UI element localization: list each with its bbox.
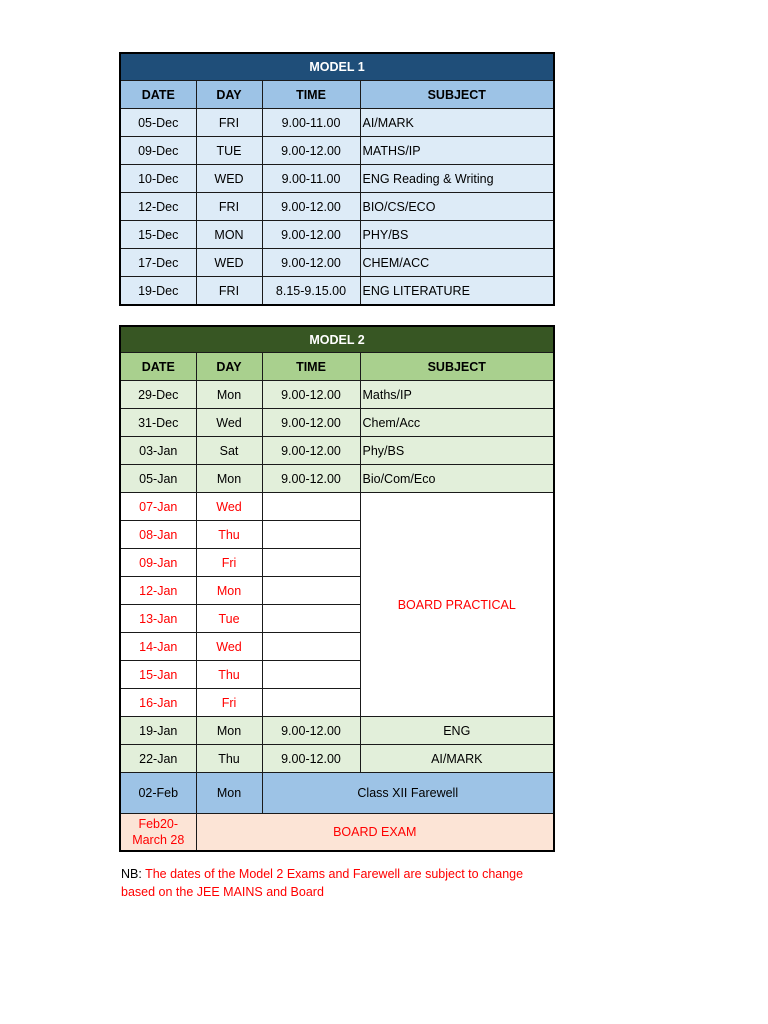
day-cell: Fri: [196, 549, 262, 577]
date-cell: 17-Dec: [120, 249, 196, 277]
board-exam-row: [120, 814, 554, 852]
date-cell: 05-Jan: [120, 465, 196, 493]
day-cell: FRI: [196, 277, 262, 306]
day-cell: TUE: [196, 137, 262, 165]
subject-cell: AI/MARK: [360, 745, 554, 773]
date-cell: 08-Jan: [120, 521, 196, 549]
time-cell: 9.00-12.00: [262, 381, 360, 409]
day-cell: Sat: [196, 437, 262, 465]
time-cell: [262, 577, 360, 605]
subject-cell: MATHS/IP: [360, 137, 554, 165]
header-day: DAY: [196, 81, 262, 109]
date-cell: 12-Jan: [120, 577, 196, 605]
subject-cell: Maths/IP: [360, 381, 554, 409]
model-2-title: MODEL 2: [120, 326, 554, 353]
footnote-text: The dates of the Model 2 Exams and Farewell are subject to change based on the JEE MAINS and Board: [121, 867, 524, 899]
date-cell: 07-Jan: [120, 493, 196, 521]
day-cell: Thu: [196, 661, 262, 689]
date-cell: 09-Jan: [120, 549, 196, 577]
day-cell: Mon: [196, 577, 262, 605]
table-row: [120, 193, 554, 221]
board-exam-dates: [120, 814, 196, 852]
day-cell: WED: [196, 165, 262, 193]
footnote-prefix: NB:: [121, 867, 142, 881]
time-cell: 9.00-11.00: [262, 165, 360, 193]
farewell-label: Class XII Farewell: [262, 773, 554, 814]
time-cell: [262, 549, 360, 577]
farewell-row: [120, 773, 554, 814]
date-cell: 16-Jan: [120, 689, 196, 717]
table-row: [120, 221, 554, 249]
board-practical-label: BOARD PRACTICAL: [360, 493, 554, 717]
header-subject: SUBJECT: [360, 353, 554, 381]
header-day: DAY: [196, 353, 262, 381]
time-cell: 9.00-12.00: [262, 137, 360, 165]
day-cell: Mon: [196, 717, 262, 745]
table-row: [120, 409, 554, 437]
header-date: DATE: [120, 81, 196, 109]
date-cell: 29-Dec: [120, 381, 196, 409]
date-cell: 09-Dec: [120, 137, 196, 165]
date-cell: 05-Dec: [120, 109, 196, 137]
subject-cell: Bio/Com/Eco: [360, 465, 554, 493]
date-cell: 15-Jan: [120, 661, 196, 689]
subject-cell: AI/MARK: [360, 109, 554, 137]
date-cell: 15-Dec: [120, 221, 196, 249]
time-cell: [262, 689, 360, 717]
day-cell: Thu: [196, 745, 262, 773]
time-cell: [262, 493, 360, 521]
day-cell: WED: [196, 249, 262, 277]
day-cell: Mon: [196, 381, 262, 409]
date-cell: 22-Jan: [120, 745, 196, 773]
time-cell: 9.00-11.00: [262, 109, 360, 137]
time-cell: 9.00-12.00: [262, 221, 360, 249]
date-cell: 14-Jan: [120, 633, 196, 661]
table-row: [120, 717, 554, 745]
day-cell: Wed: [196, 633, 262, 661]
subject-cell: PHY/BS: [360, 221, 554, 249]
farewell-day: Mon: [196, 773, 262, 814]
time-cell: 9.00-12.00: [262, 717, 360, 745]
date-cell: 19-Jan: [120, 717, 196, 745]
farewell-date: 02-Feb: [120, 773, 196, 814]
date-cell: 10-Dec: [120, 165, 196, 193]
header-subject: SUBJECT: [360, 81, 554, 109]
table-row: [120, 437, 554, 465]
day-cell: MON: [196, 221, 262, 249]
header-time: TIME: [262, 81, 360, 109]
subject-cell: ENG: [360, 717, 554, 745]
day-cell: FRI: [196, 193, 262, 221]
day-cell: Thu: [196, 521, 262, 549]
day-cell: FRI: [196, 109, 262, 137]
day-cell: Wed: [196, 409, 262, 437]
practical-row: [120, 493, 554, 521]
time-cell: 9.00-12.00: [262, 409, 360, 437]
time-cell: 9.00-12.00: [262, 437, 360, 465]
table-row: [120, 249, 554, 277]
subject-cell: ENG LITERATURE: [360, 277, 554, 306]
date-cell: 19-Dec: [120, 277, 196, 306]
date-cell: 13-Jan: [120, 605, 196, 633]
footnote: [121, 865, 541, 901]
time-cell: 8.15-9.15.00: [262, 277, 360, 306]
model-1-table: [119, 52, 555, 306]
board-exam-label: BOARD EXAM: [196, 814, 554, 852]
time-cell: [262, 521, 360, 549]
time-cell: 9.00-12.00: [262, 193, 360, 221]
table-row: [120, 465, 554, 493]
time-cell: [262, 633, 360, 661]
subject-cell: ENG Reading & Writing: [360, 165, 554, 193]
table-row: [120, 277, 554, 306]
day-cell: Mon: [196, 465, 262, 493]
day-cell: Tue: [196, 605, 262, 633]
subject-cell: Chem/Acc: [360, 409, 554, 437]
model-2-table: [119, 325, 555, 852]
table-row: [120, 381, 554, 409]
day-cell: Wed: [196, 493, 262, 521]
time-cell: [262, 605, 360, 633]
board-exam-date-end: March 28: [132, 833, 185, 847]
board-exam-date-start: Feb20-: [138, 817, 179, 831]
date-cell: 12-Dec: [120, 193, 196, 221]
table-row: [120, 109, 554, 137]
table-row: [120, 137, 554, 165]
time-cell: 9.00-12.00: [262, 465, 360, 493]
day-cell: Fri: [196, 689, 262, 717]
header-date: DATE: [120, 353, 196, 381]
subject-cell: BIO/CS/ECO: [360, 193, 554, 221]
table-row: [120, 165, 554, 193]
date-cell: 31-Dec: [120, 409, 196, 437]
time-cell: [262, 661, 360, 689]
time-cell: 9.00-12.00: [262, 745, 360, 773]
subject-cell: Phy/BS: [360, 437, 554, 465]
model-1-title: MODEL 1: [120, 53, 554, 81]
header-time: TIME: [262, 353, 360, 381]
table-row: [120, 745, 554, 773]
date-cell: 03-Jan: [120, 437, 196, 465]
time-cell: 9.00-12.00: [262, 249, 360, 277]
subject-cell: CHEM/ACC: [360, 249, 554, 277]
